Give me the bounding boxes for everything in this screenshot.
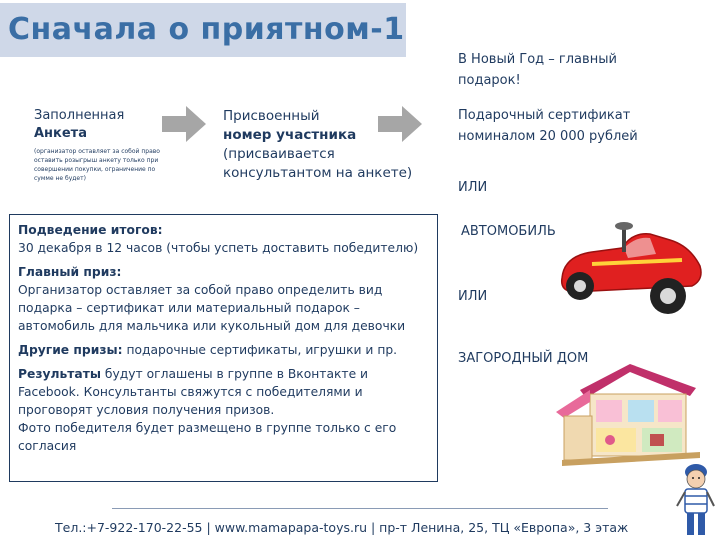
- main-prize-title: Главный приз:: [18, 265, 122, 279]
- boy-figure-icon: [672, 462, 718, 540]
- title-banner: [0, 3, 406, 57]
- announce-title: Результаты: [18, 367, 101, 381]
- step-form: [34, 107, 174, 183]
- prize-line3: Подарочный сертификат: [458, 108, 631, 123]
- step2-line2: номер участника: [223, 127, 357, 143]
- arrow-right-icon: [378, 106, 422, 142]
- other-prizes-text: подарочные сертификаты, игрушки и пр.: [126, 343, 398, 357]
- main-prize-text: Организатор оставляет за собой право определить вид подарка – сертификат или материальный подарок – автомобиль для мальчика или кукольный дом для девочки: [18, 283, 406, 333]
- info-box: [9, 214, 438, 482]
- photo-text: Фото победителя будет размещено в группе только с его согласия: [18, 421, 397, 453]
- prize-line4: номиналом 20 000 рублей: [458, 129, 638, 144]
- doll-house-icon: [550, 360, 708, 470]
- results-title: Подведение итогов:: [18, 223, 163, 237]
- car-label: АВТОМОБИЛЬ: [461, 224, 556, 239]
- footer-contacts: Тел.:+7-922-170-22-55 | www.mamapapa-toys.ru | пр-т Ленина, 25, ТЦ «Европа», 3 этаж: [55, 520, 629, 535]
- prize-line2: подарок!: [458, 73, 521, 88]
- step2-line3: (присваивается: [223, 146, 335, 162]
- step1-line2: Анкета: [34, 126, 87, 141]
- footer-divider: [112, 508, 608, 509]
- prize-line1: В Новый Год – главный: [458, 52, 617, 67]
- arrow-right-icon: [162, 106, 206, 142]
- step2-line4: консультантом на анкете): [223, 165, 413, 181]
- step1-note: (организатор оставляет за собой право оставить розыгрыш анкету только при совершении покупки, ограничение по сумме не будет): [34, 148, 160, 182]
- toy-car-icon: [552, 218, 707, 318]
- announce-text: будут оглашены в группе в Вконтакте и Facebook. Консультанты свяжутся с победителями и проговорят условия получения призов.: [18, 367, 369, 417]
- house-label: ЗАГОРОДНЫЙ ДОМ: [458, 351, 589, 366]
- results-text: 30 декабря в 12 часов (чтобы успеть доставить победителю): [18, 241, 419, 255]
- prize-header: [458, 49, 688, 147]
- step2-line1: Присвоенный: [223, 108, 320, 124]
- page-title: Сначала о приятном-1: [8, 12, 405, 47]
- or-label: ИЛИ: [458, 289, 488, 304]
- other-prizes-title: Другие призы:: [18, 343, 123, 357]
- step1-line1: Заполненная: [34, 108, 125, 123]
- or-label: ИЛИ: [458, 180, 488, 195]
